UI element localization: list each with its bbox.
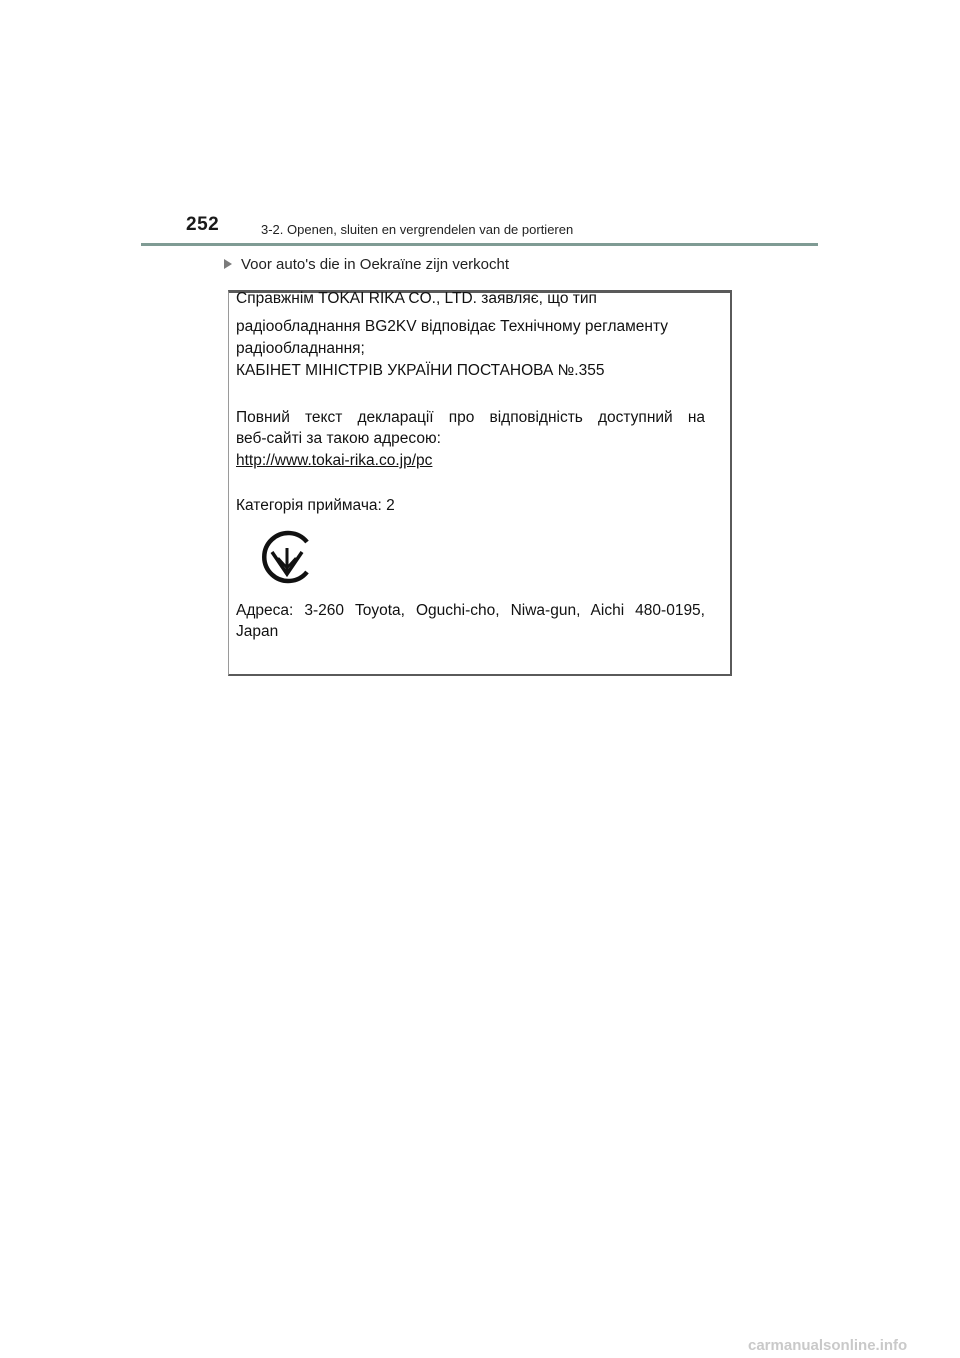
receiver-category: Категорія приймача: 2 [236, 497, 395, 514]
address-line-2: Japan [236, 623, 279, 640]
page-number: 252 [186, 214, 220, 235]
declaration-line-6: веб-сайті за такою адресою: [236, 430, 441, 447]
declaration-line-5: Повний текст декларації про відповідність доступний на [236, 409, 705, 426]
triangle-bullet-icon [224, 259, 232, 269]
bullet-text: Voor auto's die in Oekraïne zijn verkocht [241, 256, 510, 273]
bullet-item [224, 256, 509, 273]
address-line-1: Адреса: 3-260 Toyota, Oguchi-cho, Niwa-gun, Aichi 480-0195, [236, 602, 705, 619]
ukrainian-conformity-mark-icon [258, 528, 316, 586]
header-divider [141, 243, 818, 246]
declaration-line-2: радіообладнання BG2KV відповідає Технічному регламенту [236, 318, 669, 335]
declaration-line-4: КАБІНЕТ МІНІСТРІВ УКРАЇНИ ПОСТАНОВА №.355 [236, 362, 605, 379]
declaration-line-3: радіообладнання; [236, 340, 365, 357]
section-title: 3-2. Openen, sluiten en vergrendelen van de portieren [261, 222, 574, 237]
declaration-line-1: Справжнім TOKAI RIKA CO., LTD. заявляє, що тип [236, 290, 597, 307]
declaration-url-link[interactable]: http://www.tokai-rika.co.jp/pc [236, 452, 433, 469]
footer-watermark: carmanualsonline.info [748, 1337, 908, 1354]
